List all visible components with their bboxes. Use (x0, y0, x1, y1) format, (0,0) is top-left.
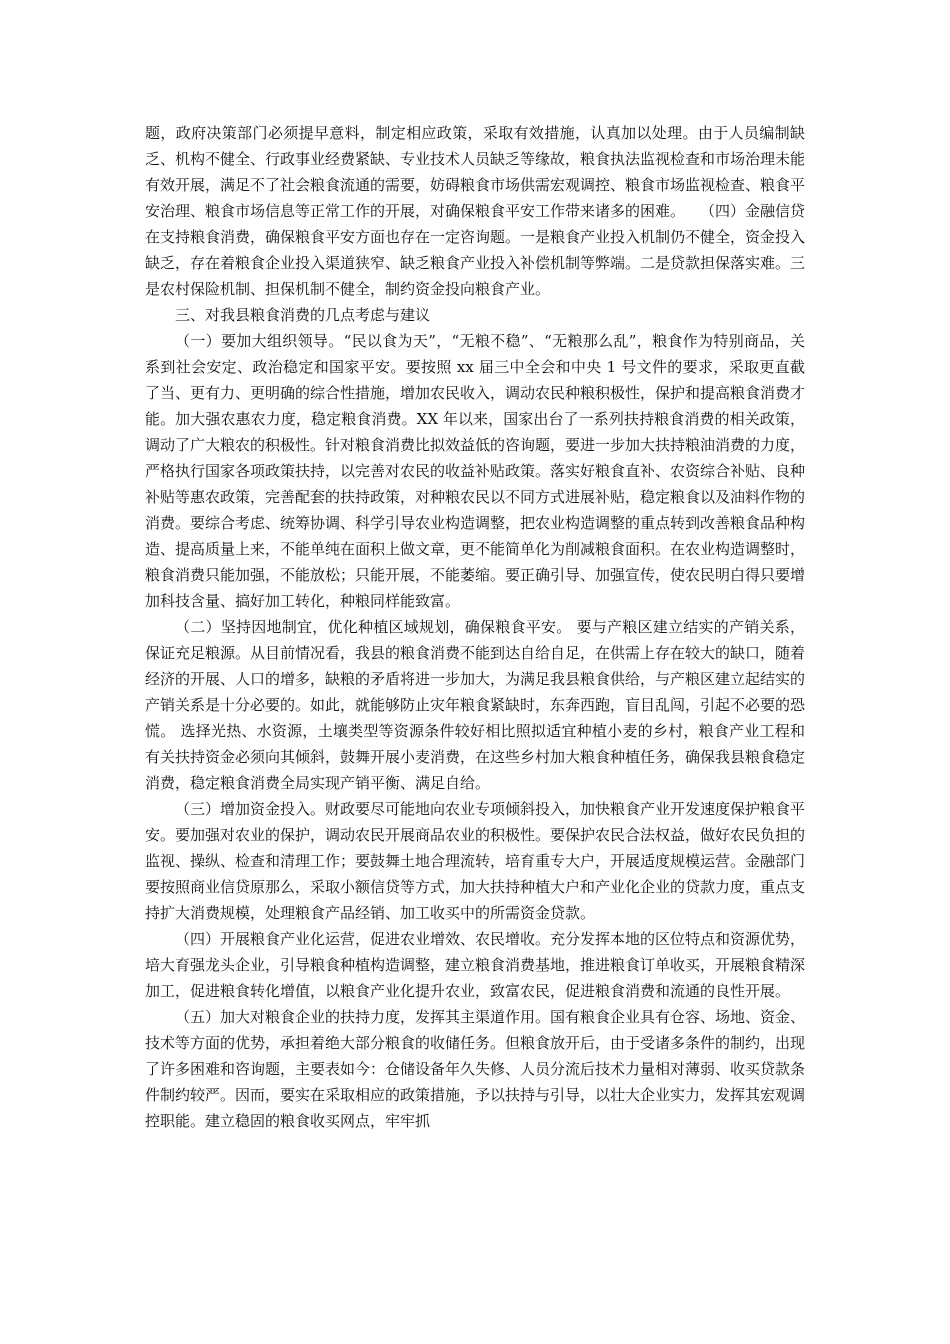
paragraph-item-5: （五）加大对粮食企业的扶持力度，发挥其主渠道作用。国有粮食企业具有仓容、场地、资金、技术等方面的优势，承担着绝大部分粮食的收储任务。但粮食放开后，由于受诸多条件的制约，出现了许多困难和咨询题，主要表如今：仓储设备年久失修、人员分流后技术力量相对薄弱、收买贷款条件制约较严。因而，要实在采取相应的政策措施，予以扶持与引导，以壮大企业实力，发挥其宏观调控职能。建立稳固的粮食收买网点，牢牢抓 (145, 1008, 806, 1130)
paragraph-continued: 题，政府决策部门必须提早意料，制定相应政策，采取有效措施，认真加以处理。由于人员编制缺乏、机构不健全、行政事业经费紧缺、专业技术人员缺乏等缘故，粮食执法监视检查和市场治理未能有效开展，满足不了社会粮食流通的需要，妨碍粮食市场供需宏观调控、粮食市场监视检查、粮食平安治理、粮食市场信息等正常工作的开展，对确保粮食平安工作带来诸多的困难。 （四）金融信贷在支持粮食消费，确保粮食平安方面也存在一定咨询题。一是粮食产业投入机制仍不健全，资金投入缺乏，存在着粮食企业投入渠道狭窄、缺乏粮食产业投入补偿机制等弊端。二是贷款担保落实难。三是农村保险机制、担保机制不健全，制约资金投向粮食产业。 (145, 124, 806, 298)
paragraph-item-4: （四）开展粮食产业化运营，促进农业增效、农民增收。充分发挥本地的区位特点和资源优势，培大育强龙头企业，引导粮食种植构造调整，建立粮食消费基地，推进粮食订单收买，开展粮食精深加工，促进粮食转化增值，以粮食产业化提升农业，致富农民，促进粮食消费和流通的良性开展。 (145, 930, 806, 1000)
paragraph-item-2: （二）坚持因地制宜，优化种植区域规划，确保粮食平安。 要与产粮区建立结实的产销关系，保证充足粮源。从目前情况看，我县的粮食消费不能到达自给自足，在供需上存在较大的缺口，随着经济的开展、人口的增多，缺粮的矛盾将进一步加大，为满足我县粮食供给，与产粮区建立起结实的产销关系是十分必要的。如此，就能够防止灾年粮食紧缺时，东奔西跑，盲目乱闯，引起不必要的恐慌。 选择光热、水资源，土壤类型等资源条件较好相比照拟适宜种植小麦的乡村，粮食产业工程和有关扶持资金必须向其倾斜，鼓舞开展小麦消费，在这些乡村加大粮食种植任务，确保我县粮食稳定消费，稳定粮食消费全局实现产销平衡、满足自给。 (145, 618, 806, 792)
section-heading: 三、对我县粮食消费的几点考虑与建议 (175, 306, 431, 324)
document-page (145, 120, 805, 1134)
paragraph-item-3: （三）增加资金投入。财政要尽可能地向农业专项倾斜投入，加快粮食产业开发速度保护粮食平安。要加强对农业的保护，调动农民开展商品农业的积极性。要保护农民合法权益，做好农民负担的监视、操纵、检查和清理工作；要鼓舞土地合理流转，培育重专大户，开展适度规模运营。金融部门要按照商业信贷原那么，采取小额信贷等方式，加大扶持种植大户和产业化企业的贷款力度，重点支持扩大消费规模，处理粮食产品经销、加工收买中的所需资金贷款。 (145, 800, 806, 922)
paragraph-item-1: （一）要加大组织领导。“民以食为天”，“无粮不稳”、“无粮那么乱”，粮食作为特别商品，关系到社会安定、政治稳定和国家平安。要按照 xx 届三中全会和中央 1 号文件的要求，采取更直截了当、更有力、更明确的综合性措施，增加农民收入，调动农民种粮积极性，保护和提高粮食消费才能。加大强农惠农力度，稳定粮食消费。XX 年以来，国家出台了一系列扶持粮食消费的相关政策，调动了广大粮农的积极性。针对粮食消费比拟效益低的咨询题，要进一步加大扶持粮油消费的力度，严格执行国家各项政策扶持，以完善对农民的收益补贴政策。落实好粮食直补、农资综合补贴、良种补贴等惠农政策，完善配套的扶持政策，对种粮农民以不同方式进展补贴，稳定粮食以及油料作物的消费。要综合考虑、统筹协调、科学引导农业构造调整，把农业构造调整的重点转到改善粮食品种构造、提高质量上来，不能单纯在面积上做文章，更不能简单化为削减粮食面积。在农业构造调整时，粮食消费只能加强，不能放松；只能开展，不能萎缩。要正确引导、加强宣传，使农民明白得只要增加科技含量、搞好加工转化，种粮同样能致富。 (145, 332, 806, 610)
